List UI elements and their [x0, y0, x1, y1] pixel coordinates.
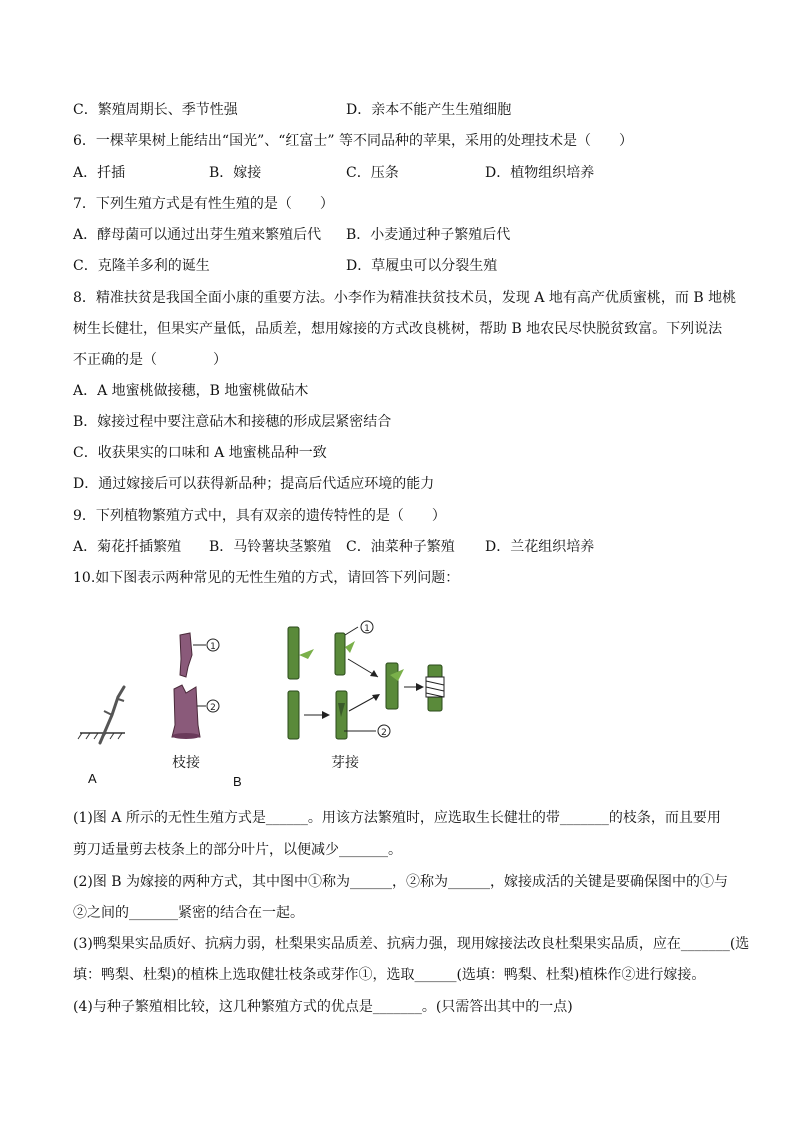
q6-option-c: C．压条 — [346, 165, 399, 181]
q10-sub2-line-1: (2)图 B 为嫁接的两种方式，其中图中①称为______，②称为______，嫁接成活的关键是要确保图中的①与 — [73, 874, 729, 890]
q7-option-a: A．酵母菌可以通过出芽生殖来繁殖后代 — [73, 227, 322, 243]
figure-caption-yajie: 芽接 — [331, 755, 359, 771]
q10-sub1-line-1: (1)图 A 所示的无性生殖方式是______。用该方法繁殖时，应选取生长健壮的带_______的枝条，而且要用 — [73, 810, 721, 826]
figure-label-b: B — [233, 774, 242, 789]
figure-label-a: A — [88, 771, 97, 786]
q8-stem-line-3: 不正确的是（ ） — [73, 352, 227, 368]
q9-option-d: D．兰花组织培养 — [485, 539, 595, 555]
q7-option-b: B．小麦通过种子繁殖后代 — [346, 227, 511, 243]
svg-text:2: 2 — [381, 728, 387, 738]
q5-option-d: D．亲本不能产生生殖细胞 — [346, 102, 512, 118]
q9-option-c: C．油菜种子繁殖 — [346, 539, 455, 555]
bud-graft-illustration — [288, 621, 444, 739]
q10-sub1-line-2: 剪刀适量剪去枝条上的部分叶片，以便减少_______。 — [73, 842, 402, 858]
q6-stem: 6．一棵苹果树上能结出“国光”、“红富士” 等不同品种的苹果，采用的处理技术是（ ） — [73, 133, 633, 149]
q9-option-b: B．马铃薯块茎繁殖 — [209, 539, 332, 555]
q8-option-b: B．嫁接过程中要注意砧木和接穗的形成层紧密结合 — [73, 414, 392, 430]
q8-option-d: D．通过嫁接后可以获得新品种；提高后代适应环境的能力 — [73, 476, 435, 492]
q7-option-d: D．草履虫可以分裂生殖 — [346, 258, 498, 274]
q10-sub3-line-1: (3)鸭梨果实品质好、抗病力弱，杜梨果实品质差、抗病力强，现用嫁接法改良杜梨果实品质，应在_______(选 — [73, 936, 750, 952]
q8-option-c: C．收获果实的口味和 A 地蜜桃品种一致 — [73, 445, 327, 461]
q9-stem: 9．下列植物繁殖方式中，具有双亲的遗传特性的是（ ） — [73, 508, 446, 524]
figure-caption-zhijie: 枝接 — [172, 755, 200, 771]
q5-option-c: C．繁殖周期长、季节性强 — [73, 102, 238, 118]
q10-sub2-line-2: ②之间的_______紧密的结合在一起。 — [73, 905, 304, 921]
q8-stem-line-2: 树生长健壮，但果实产量低，品质差，想用嫁接的方式改良桃树，帮助 B 地农民尽快脱贫致富。下列说法 — [73, 321, 723, 337]
grafting-figure — [0, 615, 794, 815]
svg-text:1: 1 — [210, 642, 216, 652]
q6-option-b: B．嫁接 — [209, 165, 262, 181]
stock-illustration — [172, 685, 219, 739]
q8-option-a: A．A 地蜜桃做接穗，B 地蜜桃做砧木 — [73, 383, 309, 399]
q8-stem-line-1: 8．精准扶贫是我国全面小康的重要方法。小李作为精准扶贫技术员，发现 A 地有高产优质蜜桃，而 B 地桃 — [73, 290, 737, 306]
q10-sub3-line-2: 填：鸭梨、杜梨)的植株上选取健壮枝条或芽作①，选取______(选填：鸭梨、杜梨)植株作②进行嫁接。 — [73, 967, 706, 983]
q7-option-c: C．克隆羊多利的诞生 — [73, 258, 210, 274]
q9-option-a: A．菊花扦插繁殖 — [73, 539, 182, 555]
q6-option-a: A．扦插 — [73, 165, 126, 181]
svg-text:2: 2 — [210, 703, 216, 713]
cutting-illustration — [78, 687, 125, 743]
q7-stem: 7．下列生殖方式是有性生殖的是（ ） — [73, 196, 334, 212]
q10-sub4: (4)与种子繁殖相比较，这几种繁殖方式的优点是_______。(只需答出其中的一点) — [73, 999, 573, 1015]
q6-option-d: D．植物组织培养 — [485, 165, 595, 181]
svg-text:1: 1 — [364, 624, 370, 634]
q10-stem: 10.如下图表示两种常见的无性生殖的方式，请回答下列问题： — [73, 570, 460, 586]
scion-illustration — [180, 633, 219, 677]
